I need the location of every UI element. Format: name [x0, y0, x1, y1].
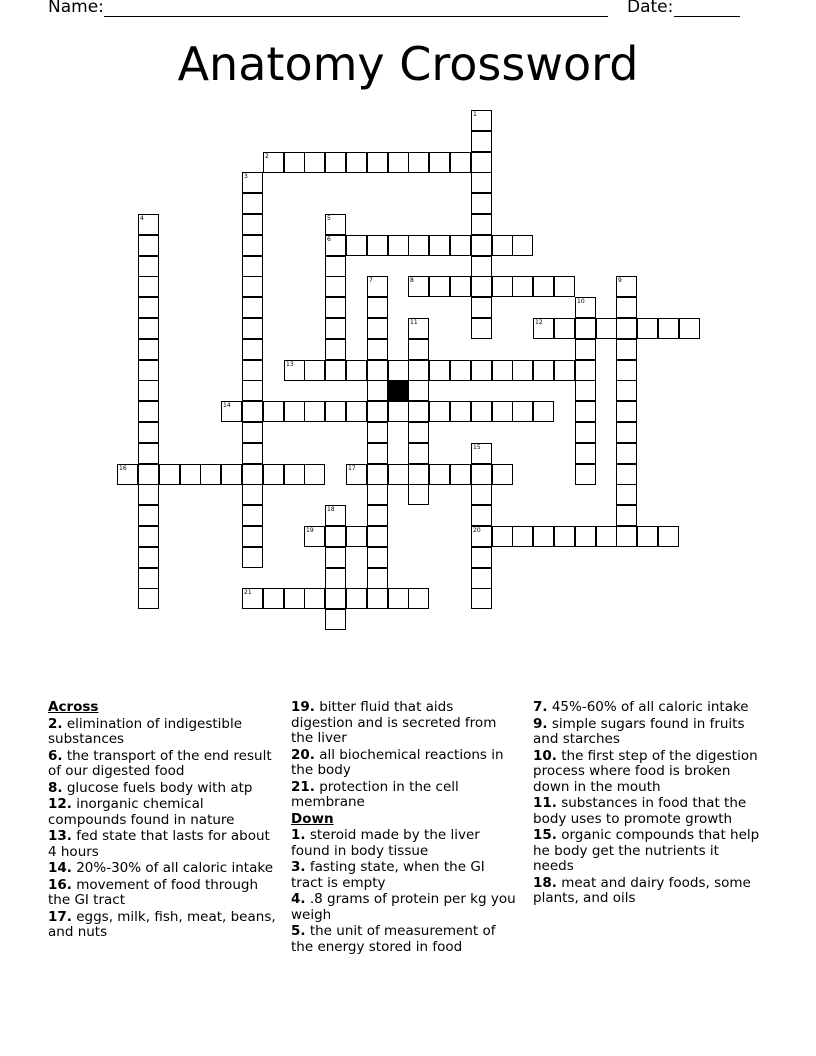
cell-number: 19 — [306, 527, 314, 534]
grid-cell[interactable] — [180, 464, 201, 485]
grid-cell[interactable] — [346, 588, 367, 609]
grid-cell[interactable] — [367, 276, 388, 297]
date-label: Date: — [627, 0, 674, 17]
grid-cell[interactable] — [138, 380, 159, 401]
grid-cell[interactable] — [242, 318, 263, 339]
grid-cell[interactable] — [367, 422, 388, 443]
clue-down-3 — [291, 860, 519, 891]
grid-cell[interactable] — [304, 526, 325, 547]
clue-column-2 — [291, 700, 519, 956]
clue-across-6 — [48, 749, 276, 780]
grid-cell[interactable] — [242, 588, 263, 609]
clue-number: 12. — [48, 796, 72, 812]
grid-cell[interactable] — [471, 588, 492, 609]
grid-cell[interactable] — [616, 380, 637, 401]
clue-down-5 — [291, 924, 519, 955]
clue-text: substances in food that the body uses to promote growth — [533, 795, 747, 827]
grid-cell[interactable] — [367, 568, 388, 589]
grid-cell[interactable] — [512, 401, 533, 422]
clue-text: fed state that lasts for about 4 hours — [48, 828, 270, 860]
grid-cell[interactable] — [138, 318, 159, 339]
clue-across-21 — [291, 780, 519, 811]
clue-across-2 — [48, 717, 276, 748]
clue-number: 7. — [533, 699, 548, 715]
grid-cell[interactable] — [596, 318, 617, 339]
cell-number: 14 — [223, 402, 231, 409]
clue-text: meat and dairy foods, some plants, and oils — [533, 874, 751, 906]
grid-cell[interactable] — [450, 360, 471, 381]
clue-across-12 — [48, 797, 276, 828]
grid-cell[interactable] — [325, 235, 346, 256]
grid-cell[interactable] — [554, 526, 575, 547]
grid-cell[interactable] — [471, 110, 492, 131]
grid-cell[interactable] — [471, 547, 492, 568]
clue-down-18 — [533, 876, 761, 907]
grid-cell[interactable] — [367, 505, 388, 526]
grid-cell[interactable] — [138, 297, 159, 318]
grid-cell[interactable] — [429, 152, 450, 173]
grid-cell[interactable] — [138, 484, 159, 505]
grid-cell[interactable] — [388, 360, 409, 381]
grid-cell[interactable] — [304, 360, 325, 381]
grid-cell[interactable] — [367, 339, 388, 360]
grid-cell[interactable] — [492, 464, 513, 485]
clue-column-1 — [48, 700, 276, 942]
clue-number: 17. — [48, 908, 72, 925]
grid-cell[interactable] — [450, 401, 471, 422]
clue-text: movement of food through the GI tract — [48, 876, 259, 908]
grid-cell[interactable] — [575, 401, 596, 422]
grid-cell[interactable] — [325, 297, 346, 318]
grid-cell[interactable] — [575, 464, 596, 485]
grid-cell[interactable] — [367, 443, 388, 464]
page-title: Anatomy Crossword — [177, 37, 639, 91]
grid-cell[interactable] — [138, 256, 159, 277]
grid-cell[interactable] — [388, 401, 409, 422]
grid-cell[interactable] — [637, 318, 658, 339]
clue-text: the first step of the digestion process where food is broken down in the mouth — [533, 747, 758, 795]
cell-number: 13 — [286, 361, 294, 368]
clue-down-4 — [291, 892, 519, 923]
clue-down-9 — [533, 717, 761, 748]
cell-number: 8 — [410, 277, 414, 284]
grid-cell[interactable] — [492, 276, 513, 297]
grid-cell[interactable] — [242, 380, 263, 401]
clue-number: 5. — [291, 923, 306, 939]
name-label: Name: — [48, 0, 104, 17]
grid-cell[interactable] — [367, 547, 388, 568]
grid-cell[interactable] — [221, 464, 242, 485]
grid-cell[interactable] — [471, 276, 492, 297]
grid-cell[interactable] — [325, 276, 346, 297]
grid-cell[interactable] — [408, 360, 429, 381]
grid-cell[interactable] — [284, 588, 305, 609]
grid-cell[interactable] — [616, 484, 637, 505]
grid-cell[interactable] — [304, 401, 325, 422]
grid-cell[interactable] — [138, 547, 159, 568]
cell-number: 1 — [473, 111, 477, 118]
grid-cell[interactable] — [367, 526, 388, 547]
cell-number: 9 — [618, 277, 622, 284]
grid-cell[interactable] — [304, 464, 325, 485]
grid-cell[interactable] — [388, 588, 409, 609]
grid-cell[interactable] — [242, 422, 263, 443]
clue-text: organic compounds that help he body get the nutrients it needs — [533, 827, 760, 874]
grid-cell[interactable] — [242, 360, 263, 381]
clue-number: 16. — [48, 876, 72, 893]
clue-number: 9. — [533, 715, 548, 732]
grid-cell[interactable] — [408, 443, 429, 464]
grid-cell[interactable] — [554, 360, 575, 381]
grid-cell[interactable] — [367, 588, 388, 609]
grid-cell[interactable] — [408, 339, 429, 360]
grid-cell[interactable] — [575, 318, 596, 339]
grid-cell[interactable] — [408, 276, 429, 297]
cell-number: 12 — [535, 319, 543, 326]
grid-cell[interactable] — [450, 276, 471, 297]
clue-down-7 — [533, 700, 761, 716]
grid-cell[interactable] — [408, 484, 429, 505]
grid-cell[interactable] — [138, 443, 159, 464]
grid-cell[interactable] — [512, 526, 533, 547]
grid-cell[interactable] — [242, 297, 263, 318]
grid-cell[interactable] — [367, 360, 388, 381]
grid-cell[interactable] — [263, 464, 284, 485]
grid-cell[interactable] — [325, 547, 346, 568]
grid-cell[interactable] — [138, 276, 159, 297]
cell-number: 15 — [473, 444, 481, 451]
grid-cell[interactable] — [533, 276, 554, 297]
grid-cell[interactable] — [616, 297, 637, 318]
grid-cell[interactable] — [658, 318, 679, 339]
grid-cell[interactable] — [533, 360, 554, 381]
cell-number: 18 — [327, 506, 335, 513]
grid-cell[interactable] — [304, 588, 325, 609]
grid-cell[interactable] — [408, 152, 429, 173]
grid-cell[interactable] — [471, 318, 492, 339]
grid-cell[interactable] — [575, 422, 596, 443]
grid-cell[interactable] — [554, 276, 575, 297]
clue-across-17 — [48, 910, 276, 941]
grid-cell[interactable] — [138, 339, 159, 360]
grid-cell[interactable] — [471, 464, 492, 485]
grid-cell[interactable] — [658, 526, 679, 547]
cell-number: 11 — [410, 319, 418, 326]
grid-cell[interactable] — [242, 214, 263, 235]
clue-text: protection in the cell membrane — [291, 778, 459, 810]
grid-cell[interactable] — [450, 464, 471, 485]
grid-cell[interactable] — [554, 318, 575, 339]
grid-cell[interactable] — [616, 464, 637, 485]
grid-cell[interactable] — [284, 152, 305, 173]
grid-cell[interactable] — [429, 464, 450, 485]
grid-cell[interactable] — [492, 401, 513, 422]
cell-number: 6 — [327, 236, 331, 243]
clue-number: 1. — [291, 827, 306, 843]
grid-cell[interactable] — [408, 422, 429, 443]
grid-cell[interactable] — [284, 360, 305, 381]
clue-number: 13. — [48, 828, 72, 844]
grid-cell[interactable] — [512, 276, 533, 297]
grid-cell[interactable] — [616, 360, 637, 381]
clue-text: the transport of the end result of our digested food — [48, 747, 272, 779]
grid-cell[interactable] — [408, 401, 429, 422]
grid-cell[interactable] — [263, 588, 284, 609]
grid-cell[interactable] — [138, 568, 159, 589]
grid-cell[interactable] — [138, 401, 159, 422]
clue-text: the unit of measurement of the energy stored in food — [291, 923, 496, 955]
grid-cell[interactable] — [492, 235, 513, 256]
grid-cell[interactable] — [325, 526, 346, 547]
grid-cell[interactable] — [616, 339, 637, 360]
cell-number: 7 — [369, 277, 373, 284]
grid-cell[interactable] — [346, 464, 367, 485]
clue-text: fasting state, when the GI tract is empty — [291, 859, 485, 891]
grid-cell[interactable] — [575, 380, 596, 401]
grid-cell[interactable] — [325, 568, 346, 589]
grid-cell[interactable] — [616, 526, 637, 547]
grid-cell[interactable] — [367, 464, 388, 485]
grid-cell[interactable] — [325, 401, 346, 422]
clue-number: 4. — [291, 891, 306, 907]
grid-cell[interactable] — [679, 318, 700, 339]
grid-cell[interactable] — [388, 464, 409, 485]
grid-cell[interactable] — [367, 152, 388, 173]
grid-cell[interactable] — [408, 464, 429, 485]
clue-number: 8. — [48, 779, 63, 796]
clue-number: 14. — [48, 860, 72, 876]
grid-cell[interactable] — [408, 318, 429, 339]
grid-cell[interactable] — [471, 131, 492, 152]
grid-cell[interactable] — [242, 505, 263, 526]
grid-cell[interactable] — [616, 443, 637, 464]
grid-cell[interactable] — [367, 484, 388, 505]
clue-down-15 — [533, 828, 761, 875]
grid-cell[interactable] — [429, 401, 450, 422]
grid-cell[interactable] — [512, 360, 533, 381]
cell-number: 4 — [140, 215, 144, 222]
clue-text: simple sugars found in fruits and starches — [533, 715, 745, 747]
grid-cell[interactable] — [242, 443, 263, 464]
grid-cell[interactable] — [429, 360, 450, 381]
clue-across-20 — [291, 748, 519, 779]
clue-down-11 — [533, 796, 761, 827]
clue-text: elimination of indigestible substances — [48, 715, 243, 747]
grid-cell[interactable] — [242, 172, 263, 193]
cell-number: 20 — [473, 527, 481, 534]
cell-number: 17 — [348, 465, 356, 472]
grid-cell[interactable] — [221, 401, 242, 422]
clue-text: steroid made by the liver found in body tissue — [291, 827, 480, 859]
clue-text: 20%-30% of all caloric intake — [76, 860, 273, 876]
grid-cell[interactable] — [637, 526, 658, 547]
grid-cell[interactable] — [429, 235, 450, 256]
grid-cell[interactable] — [471, 443, 492, 464]
clue-number: 11. — [533, 795, 557, 811]
grid-cell[interactable] — [471, 172, 492, 193]
grid-cell[interactable] — [471, 256, 492, 277]
grid-cell[interactable] — [575, 297, 596, 318]
grid-cell[interactable] — [242, 484, 263, 505]
grid-cell[interactable] — [325, 339, 346, 360]
grid-cell[interactable] — [471, 484, 492, 505]
grid-cell[interactable] — [346, 526, 367, 547]
down-heading: Down — [291, 810, 334, 827]
grid-cell[interactable] — [388, 152, 409, 173]
clue-across-19 — [291, 700, 519, 747]
grid-cell[interactable] — [367, 297, 388, 318]
clue-number: 10. — [533, 747, 557, 764]
black-cell — [388, 380, 409, 401]
clue-text: bitter fluid that aids digestion and is secreted from the liver — [291, 699, 497, 746]
clue-across-8 — [48, 781, 276, 797]
grid-cell[interactable] — [242, 339, 263, 360]
clue-number: 20. — [291, 746, 315, 763]
grid-cell[interactable] — [325, 152, 346, 173]
grid-cell[interactable] — [575, 360, 596, 381]
grid-cell[interactable] — [450, 152, 471, 173]
grid-cell[interactable] — [367, 380, 388, 401]
clue-text: inorganic chemical compounds found in nature — [48, 796, 235, 828]
grid-cell[interactable] — [138, 505, 159, 526]
grid-cell[interactable] — [138, 360, 159, 381]
grid-cell[interactable] — [346, 235, 367, 256]
grid-cell[interactable] — [367, 401, 388, 422]
grid-cell[interactable] — [346, 401, 367, 422]
grid-cell[interactable] — [471, 235, 492, 256]
grid-cell[interactable] — [575, 339, 596, 360]
grid-cell[interactable] — [616, 318, 637, 339]
clue-number: 19. — [291, 699, 315, 715]
cell-number: 10 — [577, 298, 585, 305]
clue-number: 3. — [291, 859, 306, 875]
grid-cell[interactable] — [138, 526, 159, 547]
grid-cell[interactable] — [138, 214, 159, 235]
clue-text: .8 grams of protein per kg you weigh — [291, 891, 516, 923]
grid-cell[interactable] — [367, 235, 388, 256]
clue-number: 21. — [291, 778, 315, 795]
grid-cell[interactable] — [471, 152, 492, 173]
grid-cell[interactable] — [325, 318, 346, 339]
grid-cell[interactable] — [429, 276, 450, 297]
cell-number: 5 — [327, 215, 331, 222]
grid-cell[interactable] — [325, 256, 346, 277]
grid-cell[interactable] — [242, 401, 263, 422]
grid-cell[interactable] — [408, 380, 429, 401]
grid-cell[interactable] — [159, 464, 180, 485]
grid-cell[interactable] — [242, 464, 263, 485]
clue-column-3 — [533, 700, 761, 908]
cell-number: 16 — [119, 465, 127, 472]
grid-cell[interactable] — [596, 526, 617, 547]
clue-across-13 — [48, 829, 276, 860]
clue-across-16 — [48, 878, 276, 909]
grid-cell[interactable] — [325, 214, 346, 235]
grid-cell[interactable] — [346, 152, 367, 173]
clue-number: 2. — [48, 715, 63, 732]
grid-cell[interactable] — [138, 588, 159, 609]
clue-number: 6. — [48, 747, 63, 764]
grid-cell[interactable] — [138, 464, 159, 485]
grid-cell[interactable] — [325, 609, 346, 630]
cell-number: 2 — [265, 153, 269, 160]
grid-cell[interactable] — [575, 526, 596, 547]
grid-cell[interactable] — [471, 297, 492, 318]
grid-cell[interactable] — [492, 526, 513, 547]
grid-cell[interactable] — [284, 401, 305, 422]
grid-cell[interactable] — [471, 568, 492, 589]
clue-text: all biochemical reactions in the body — [291, 746, 504, 778]
grid-cell[interactable] — [471, 360, 492, 381]
grid-cell[interactable] — [471, 505, 492, 526]
clue-down-10 — [533, 749, 761, 796]
grid-cell[interactable] — [471, 214, 492, 235]
grid-cell[interactable] — [616, 276, 637, 297]
grid-cell[interactable] — [242, 547, 263, 568]
grid-cell[interactable] — [117, 464, 138, 485]
grid-cell[interactable] — [408, 235, 429, 256]
clue-number: 15. — [533, 827, 557, 843]
grid-cell[interactable] — [138, 235, 159, 256]
cell-number: 3 — [244, 173, 248, 180]
across-heading: Across — [48, 699, 99, 715]
grid-cell[interactable] — [263, 401, 284, 422]
grid-cell[interactable] — [471, 193, 492, 214]
grid-cell[interactable] — [304, 152, 325, 173]
grid-cell[interactable] — [450, 235, 471, 256]
clue-text: 45%-60% of all caloric intake — [551, 699, 749, 715]
grid-cell[interactable] — [616, 401, 637, 422]
cell-number: 21 — [244, 589, 252, 596]
grid-cell[interactable] — [575, 443, 596, 464]
clue-number: 18. — [533, 874, 557, 891]
grid-cell[interactable] — [325, 505, 346, 526]
grid-cell[interactable] — [138, 422, 159, 443]
grid-cell[interactable] — [533, 401, 554, 422]
grid-cell[interactable] — [242, 526, 263, 547]
clue-across-14 — [48, 861, 276, 877]
grid-cell[interactable] — [533, 526, 554, 547]
grid-cell[interactable] — [346, 360, 367, 381]
clue-text: eggs, milk, fish, meat, beans, and nuts — [48, 908, 276, 940]
clue-down-1 — [291, 828, 519, 859]
grid-cell[interactable] — [388, 235, 409, 256]
grid-cell[interactable] — [242, 256, 263, 277]
grid-cell[interactable] — [492, 360, 513, 381]
grid-cell[interactable] — [616, 422, 637, 443]
grid-cell[interactable] — [242, 276, 263, 297]
clue-text: glucose fuels body with atp — [66, 779, 253, 796]
grid-cell[interactable] — [325, 588, 346, 609]
grid-cell[interactable] — [533, 318, 554, 339]
grid-cell[interactable] — [284, 464, 305, 485]
grid-cell[interactable] — [200, 464, 221, 485]
grid-cell[interactable] — [263, 152, 284, 173]
grid-cell[interactable] — [471, 526, 492, 547]
grid-cell[interactable] — [367, 318, 388, 339]
grid-cell[interactable] — [325, 360, 346, 381]
grid-cell[interactable] — [471, 401, 492, 422]
grid-cell[interactable] — [242, 193, 263, 214]
grid-cell[interactable] — [242, 235, 263, 256]
grid-cell[interactable] — [408, 588, 429, 609]
grid-cell[interactable] — [512, 235, 533, 256]
grid-cell[interactable] — [616, 505, 637, 526]
